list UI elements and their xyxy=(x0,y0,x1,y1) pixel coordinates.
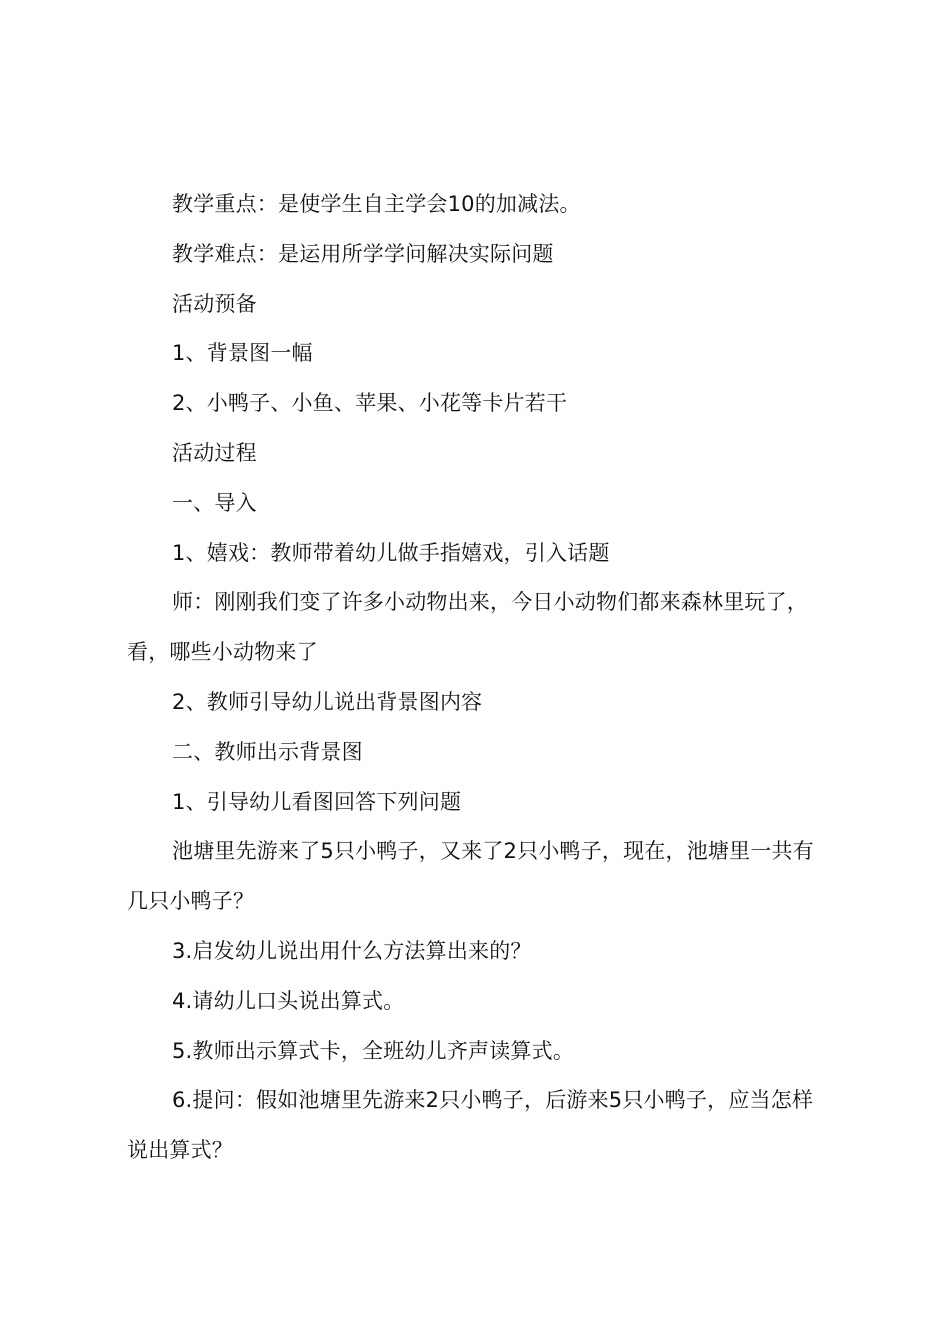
list-item-cards: 2、小鸭子、小鱼、苹果、小花等卡片若干 xyxy=(172,391,568,416)
list-item-answer-questions: 1、引导幼儿看图回答下列问题 xyxy=(172,789,462,814)
list-item-method: 3.启发幼儿说出用什么方法算出来的？ xyxy=(172,938,532,963)
document-body xyxy=(127,180,833,1176)
paragraph-teaching-difficulty: 教学难点：是运用所学学问解决实际问题 xyxy=(172,241,554,266)
list-item-describe-background: 2、教师引导幼儿说出背景图内容 xyxy=(172,689,483,714)
heading-activity-preparation: 活动预备 xyxy=(172,291,257,316)
heading-show-background: 二、教师出示背景图 xyxy=(172,739,363,764)
list-item-background-image: 1、背景图一幅 xyxy=(172,341,313,366)
heading-activity-process: 活动过程 xyxy=(172,440,257,465)
paragraph-teaching-focus: 教学重点：是使学生自主学会10的加减法。 xyxy=(172,192,581,216)
paragraph-teacher-speech: 师：刚刚我们变了许多小动物出来，今日小动物们都来森林里玩了，看，哪些小动物来了 xyxy=(127,590,808,665)
paragraph-duck-question: 池塘里先游来了5只小鸭子，又来了2只小鸭子，现在，池塘里一共有几只小鸭子？ xyxy=(127,839,814,914)
list-item-formula-card: 5.教师出示算式卡，全班幼儿齐声读算式。 xyxy=(172,1038,575,1063)
heading-introduction: 一、导入 xyxy=(172,490,257,515)
list-item-finger-game: 1、嬉戏：教师带着幼儿做手指嬉戏，引入话题 xyxy=(172,540,610,565)
list-item-oral-formula: 4.请幼儿口头说出算式。 xyxy=(172,988,405,1013)
list-item-question: 6.提问：假如池塘里先游来2只小鸭子，后游来5只小鸭子，应当怎样说出算式？ xyxy=(127,1088,814,1163)
